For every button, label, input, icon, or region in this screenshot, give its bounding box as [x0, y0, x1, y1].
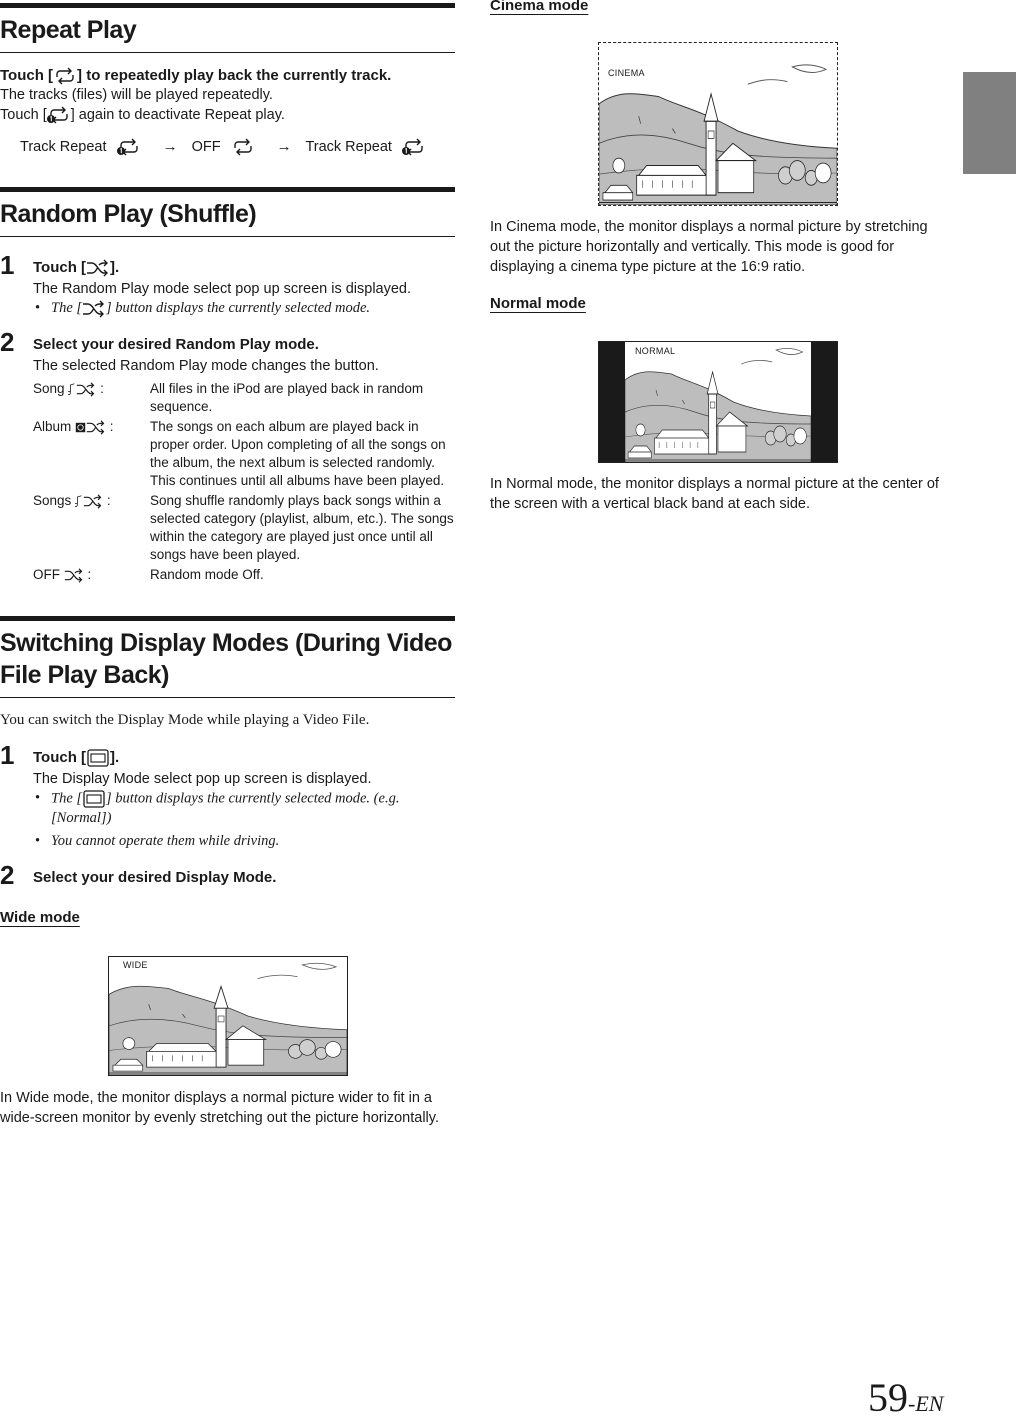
random-step1-text: The Random Play mode select pop up screen is displayed.: [33, 281, 412, 298]
table-row: [33, 492, 455, 566]
step-number: 2: [0, 327, 15, 358]
repeat-icon: [53, 67, 77, 85]
normal-mode-illustration: [598, 341, 838, 463]
shuffle-icon: [86, 420, 106, 435]
repeat-play-heading: Repeat Play: [0, 3, 455, 53]
display-step-1: [0, 740, 455, 851]
repeat-one-icon: [117, 138, 141, 156]
table-row: [33, 380, 455, 418]
album-icon: [75, 422, 86, 433]
shuffle-icon: [83, 494, 103, 509]
mode-desc-cell: The songs on each album are played back in proper order. Upon completing of all the songs on the album, the next album is selected randomly. This continues until all albums have been played.: [150, 419, 446, 489]
cinema-mode-heading: Cinema mode: [490, 0, 589, 14]
step-number: 2: [0, 860, 15, 891]
mode-desc-cell: All files in the iPod are played back in random sequence.: [150, 381, 424, 415]
random-step-2: [0, 327, 455, 586]
wide-label: WIDE: [123, 960, 148, 970]
shuffle-icon: [76, 382, 96, 397]
mode-name-cell: Songs :: [33, 493, 111, 509]
music-note-icon: [68, 382, 76, 396]
display-step2-title: Select your desired Display Mode.: [33, 869, 277, 887]
shuffle-icon: [64, 568, 84, 583]
mode-desc-cell: Song shuffle randomly plays back songs within a selected category (playlist, album, etc.). The songs within the category are played just once until all songs have been played.: [150, 493, 454, 563]
mode-name-cell: OFF :: [33, 567, 92, 583]
repeat-line3: Touch [ ] again to deactivate Repeat play.: [0, 107, 285, 124]
display-intro: You can switch the Display Mode while playing a Video File.: [0, 712, 370, 729]
cinema-mode-illustration: [598, 42, 838, 206]
repeat-sequence: Track Repeat → OFF → Track Repeat: [20, 137, 455, 157]
random-step-1: [0, 250, 455, 318]
shuffle-icon: [86, 259, 110, 277]
repeat-icon: [231, 138, 255, 156]
landscape-scene-image: [625, 342, 811, 462]
shuffle-icon: [82, 300, 106, 318]
normal-mode-text: In Normal mode, the monitor displays a normal picture at the center of the screen with a vertical black band at each side.: [490, 476, 939, 512]
cinema-mode-text: In Cinema mode, the monitor displays a normal picture by stretching out the picture horizontally and vertically. This mode is good for displaying a cinema type picture at the 16:9 ratio.: [490, 219, 928, 275]
wide-mode-heading: Wide mode: [0, 909, 80, 926]
mode-name-cell: Album :: [33, 419, 114, 435]
random-step1-title: Touch [ ].: [33, 259, 120, 277]
repeat-instruction: Touch [ ] to repeatedly play back the currently track.: [0, 67, 392, 84]
music-note-icon: [75, 494, 83, 508]
random-step2-text: The selected Random Play mode changes the button.: [33, 358, 379, 375]
repeat-line2: The tracks (files) will be played repeatedly.: [0, 87, 273, 104]
display-step-2: [0, 860, 455, 891]
display-step1-title: Touch [ ].: [33, 747, 455, 769]
random-step2-title: Select your desired Random Play mode.: [33, 336, 319, 354]
normal-label: NORMAL: [635, 346, 676, 356]
mode-desc-cell: Random mode Off.: [150, 567, 264, 583]
cinema-label: CINEMA: [608, 68, 645, 78]
display-modes-heading: Switching Display Modes (During Video File Play Back): [0, 616, 455, 698]
mode-name-cell: Song :: [33, 381, 104, 397]
display-mode-icon: [82, 789, 106, 809]
landscape-scene-image: [109, 957, 347, 1075]
normal-mode-heading: Normal mode: [490, 295, 586, 312]
normal-picture-area: [625, 342, 811, 462]
display-mode-icon: [86, 748, 110, 768]
section-tab-marker: [963, 72, 1016, 174]
display-note-2: • You cannot operate them while driving.: [33, 832, 455, 851]
repeat-one-icon: [47, 106, 71, 124]
step-number: 1: [0, 250, 15, 281]
random-modes-table: [33, 380, 455, 586]
random-step1-note: • The [ ] button displays the currently selected mode.: [33, 299, 455, 318]
landscape-scene-image: [599, 57, 837, 205]
step-number: 1: [0, 740, 15, 771]
random-play-heading: Random Play (Shuffle): [0, 187, 455, 237]
wide-mode-text: In Wide mode, the monitor displays a normal picture wider to fit in a wide-screen monitor by evenly stretching out the picture horizontally.: [0, 1090, 439, 1126]
left-column: [0, 0, 455, 889]
wide-mode-illustration: [108, 956, 348, 1076]
table-row: [33, 418, 455, 492]
page-number: 59-EN: [868, 1375, 944, 1420]
table-row: [33, 566, 455, 586]
display-note-1: • The [ ] button displays the currently selected mode. (e.g. [Normal]): [33, 789, 455, 828]
repeat-one-icon: [402, 138, 426, 156]
display-step1-text: The Display Mode select pop up screen is displayed.: [33, 771, 372, 788]
